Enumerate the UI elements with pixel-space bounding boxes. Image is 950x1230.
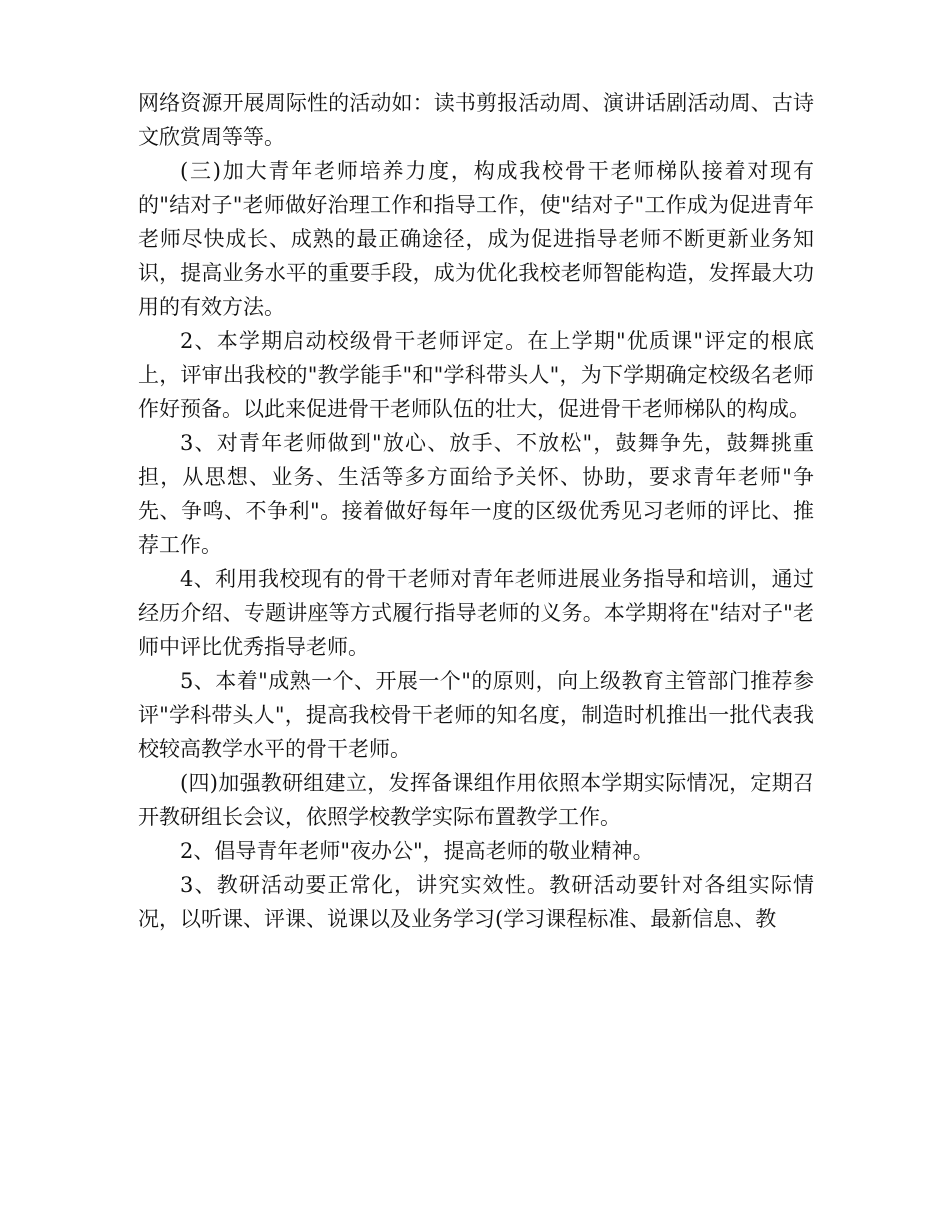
paragraph-section-four-item-3: 3、教研活动要正常化，讲究实效性。教研活动要针对各组实际情况，以听课、评课、说课以及业务学习(学习课程标准、最新信息、教 (138, 873, 814, 931)
paragraph-section-three: (三)加大青年老师培养力度，构成我校骨干老师梯队接着对现有的"结对子"老师做好治理工作和指导工作，使"结对子"工作成为促进青年老师尽快成长、成熟的最正确途径，成为促进指导老师不断更新业务知识，提高业务水平的重要手段，成为优化我校老师智能构造，发挥最大功用的有效方法。 (138, 159, 814, 319)
paragraph-continuation: 网络资源开展周际性的活动如：读书剪报活动周、演讲话剧活动周、古诗文欣赏周等等。 (138, 91, 814, 149)
paragraph-item-3: 3、对青年老师做到"放心、放手、不放松"，鼓舞争先，鼓舞挑重担，从思想、业务、生活等多方面给予关怀、协助，要求青年老师"争先、争鸣、不争利"。接着做好每年一度的区级优秀见习老师的评比、推荐工作。 (138, 431, 814, 557)
paragraph-item-4: 4、利用我校现有的骨干老师对青年老师进展业务指导和培训，通过经历介绍、专题讲座等方式履行指导老师的义务。本学期将在"结对子"老师中评比优秀指导老师。 (138, 567, 814, 659)
paragraph-item-5: 5、本着"成熟一个、开展一个"的原则，向上级教育主管部门推荐参评"学科带头人"，提高我校骨干老师的知名度，制造时机推出一批代表我校较高教学水平的骨干老师。 (138, 669, 814, 761)
paragraph-section-four-item-2: 2、倡导青年老师"夜办公"，提高老师的敬业精神。 (180, 839, 654, 863)
paragraph-section-four: (四)加强教研组建立，发挥备课组作用依照本学期实际情况，定期召开教研组长会议，依照学校教学实际布置教学工作。 (138, 771, 814, 829)
paragraph-item-2: 2、本学期启动校级骨干老师评定。在上学期"优质课"评定的根底上，评审出我校的"教学能手"和"学科带头人"，为下学期确定校级名老师作好预备。以此来促进骨干老师队伍的壮大，促进骨干老师梯队的构成。 (138, 329, 814, 421)
document-body (138, 86, 814, 936)
